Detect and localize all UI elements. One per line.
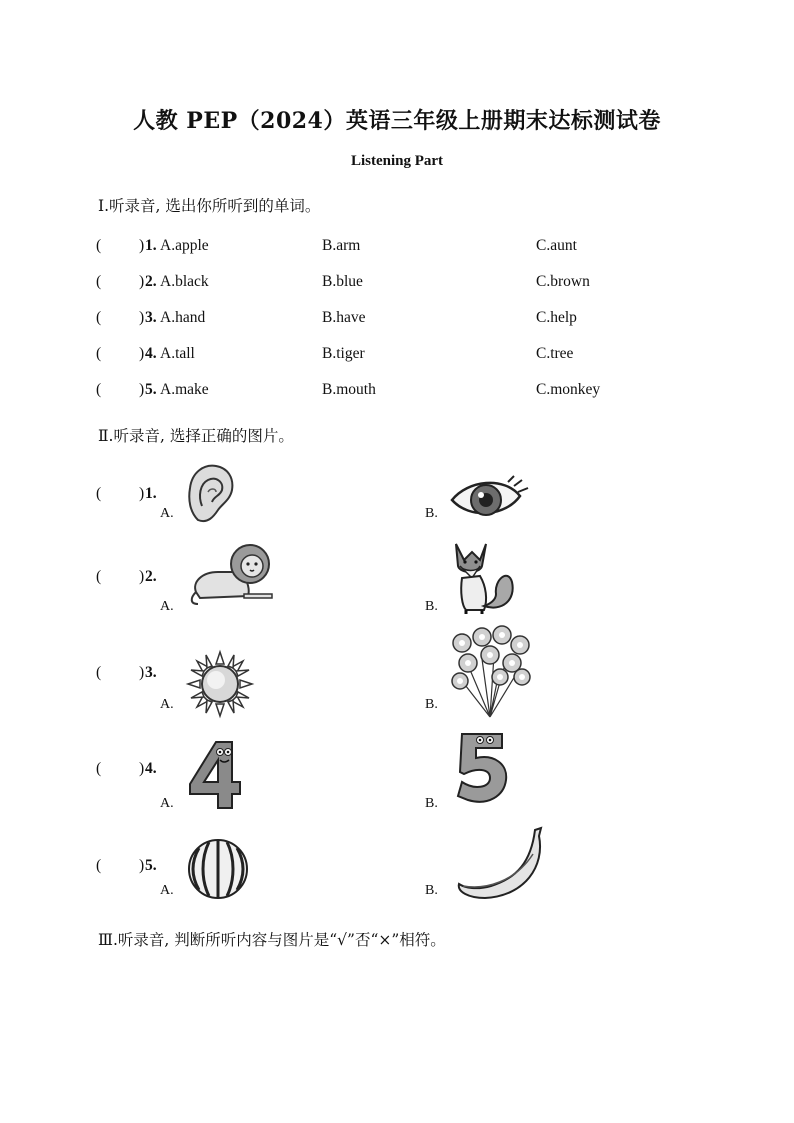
answer-paren-open[interactable]: (	[96, 760, 102, 777]
option-c: C.help	[536, 309, 577, 326]
option-b-label: B.	[425, 599, 438, 614]
answer-paren-close: )	[139, 485, 145, 502]
question-number: 3.	[145, 309, 157, 326]
question-number: 3.	[145, 664, 157, 681]
question-number: 4.	[145, 760, 157, 777]
option-b-label: B.	[425, 697, 438, 712]
page-title: 人教 PEP（2024）英语三年级上册期末达标测试卷	[133, 108, 661, 134]
option-a: A.hand	[160, 309, 206, 326]
question-number: 2.	[145, 273, 157, 290]
watermelon-icon[interactable]	[187, 838, 249, 900]
option-a-label: A.	[160, 796, 174, 811]
answer-paren-open[interactable]: (	[96, 664, 102, 681]
number-four-icon[interactable]	[186, 740, 244, 810]
option-b: B.tiger	[322, 345, 365, 362]
lion-icon[interactable]	[188, 542, 278, 608]
option-b: B.mouth	[322, 381, 376, 398]
option-a-label: A.	[160, 599, 174, 614]
answer-paren-open[interactable]: (	[96, 568, 102, 585]
option-a-label: A.	[160, 883, 174, 898]
eye-icon[interactable]	[448, 472, 530, 524]
answer-paren-open[interactable]: (	[96, 237, 102, 254]
option-b-label: B.	[425, 796, 438, 811]
option-b: B.arm	[322, 237, 361, 254]
option-a: A.make	[160, 381, 209, 398]
page-subtitle: Listening Part	[350, 153, 444, 169]
answer-paren-open[interactable]: (	[96, 273, 102, 290]
option-c: C.aunt	[536, 237, 577, 254]
banana-icon[interactable]	[455, 826, 545, 902]
option-a-label: A.	[160, 697, 174, 712]
section-2-heading: Ⅱ.听录音, 选择正确的图片。	[98, 427, 294, 445]
answer-paren-close: )	[139, 345, 145, 362]
answer-paren-open[interactable]: (	[96, 345, 102, 362]
flowers-icon[interactable]	[448, 625, 532, 719]
section-1-heading: Ⅰ.听录音, 选出你所听到的单词。	[98, 197, 321, 215]
answer-paren-close: )	[139, 381, 145, 398]
question-number: 1.	[145, 485, 157, 502]
option-c: C.brown	[536, 273, 590, 290]
option-b-label: B.	[425, 883, 438, 898]
sun-icon[interactable]	[186, 650, 254, 718]
question-number: 2.	[145, 568, 157, 585]
option-c: C.monkey	[536, 381, 601, 398]
answer-paren-close: )	[139, 664, 145, 681]
option-b: B.blue	[322, 273, 363, 290]
section-3-heading: Ⅲ.听录音, 判断所听内容与图片是“√”否“×”相符。	[98, 931, 446, 949]
answer-paren-close: )	[139, 857, 145, 874]
question-number: 1.	[145, 237, 157, 254]
option-a: A.apple	[160, 237, 209, 254]
answer-paren-open[interactable]: (	[96, 857, 102, 874]
answer-paren-close: )	[139, 237, 145, 254]
answer-paren-close: )	[139, 568, 145, 585]
answer-paren-close: )	[139, 273, 145, 290]
option-b: B.have	[322, 309, 366, 326]
answer-paren-close: )	[139, 760, 145, 777]
answer-paren-open[interactable]: (	[96, 381, 102, 398]
answer-paren-open[interactable]: (	[96, 309, 102, 326]
option-a: A.black	[160, 273, 209, 290]
question-number: 5.	[145, 857, 157, 874]
answer-paren-close: )	[139, 309, 145, 326]
option-b-label: B.	[425, 506, 438, 521]
option-a-label: A.	[160, 506, 174, 521]
option-c: C.tree	[536, 345, 574, 362]
question-number: 4.	[145, 345, 157, 362]
option-a: A.tall	[160, 345, 195, 362]
answer-paren-open[interactable]: (	[96, 485, 102, 502]
fox-icon[interactable]	[450, 540, 520, 614]
ear-icon[interactable]	[184, 462, 236, 524]
question-number: 5.	[145, 381, 157, 398]
number-five-icon[interactable]	[454, 730, 510, 806]
